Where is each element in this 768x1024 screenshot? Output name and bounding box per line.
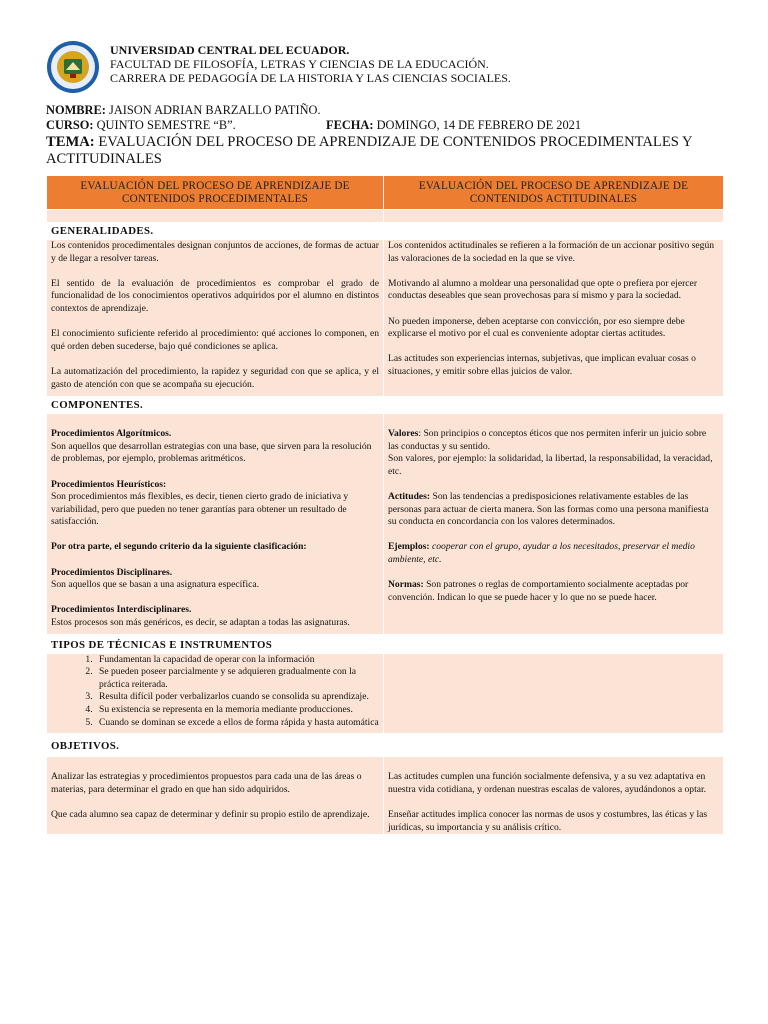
evaluation-table bbox=[46, 175, 724, 835]
document-header bbox=[46, 40, 726, 96]
topic-row bbox=[46, 134, 726, 168]
objetivos-title-row bbox=[47, 734, 724, 757]
list-item: 5. Cuando se dominan se excede a ellos de forma rápida y hasta automática bbox=[95, 717, 379, 730]
list-item: 1. Fundamentan la capacidad de operar con la información bbox=[95, 654, 379, 667]
name-value: JAISON ADRIAN BARZALLO PATIÑO. bbox=[109, 103, 321, 117]
generalidades-row bbox=[47, 240, 724, 397]
col-header-actitudinales: EVALUACIÓN DEL PROCESO DE APRENDIZAJE DE CONTENIDOS ACTITUDINALES bbox=[384, 176, 724, 210]
generalidades-procedimentales: Los contenidos procedimentales designan conjuntos de acciones, de formas de actuar y de llegar a resolver tareas. El sentido de la evaluación de procedimientos es comprobar el grado de funcionalidad de los conocimientos operativos adquiridos por el alumno en distintos contextos de aprendizaje. El conocimiento suficiente referido al procedimiento: qué acciones lo componen, en qué orden deben sucederse, bajo qué condiciones se aplica. La automatización del procedimiento, la rapidez y seguridad con que se aplica, y el gasto de atención con que se acompaña su ejecución. bbox=[47, 240, 384, 397]
list-item: 2. Se pueden poseer parcialmente y se adquieren gradualmente con la práctica reiterada. bbox=[95, 666, 379, 691]
date-label: FECHA: bbox=[326, 118, 374, 132]
faculty-name: FACULTAD DE FILOSOFÍA, LETRAS Y CIENCIAS DE LA EDUCACIÓN. bbox=[110, 57, 489, 71]
componentes-actitudinales: Valores: Son principios o conceptos éticos que nos permiten inferir un juicio sobre las conductas y su sentido. Son valores, por ejemplo: la solidaridad, la libertad, la responsabilidad, la veracidad, etc. Actitudes: Son las tendencias a predisposiciones relativamente estables de las personas para actuar de cierta manera. Son las formas como una persona manifiesta su conducta en concordancia con los valores determinados. Ejemplos: cooperar con el grupo, ayudar a los necesitados, preservar el medio ambiente, etc. Normas: Son patrones o reglas de comportamiento socialmente aceptadas por convención. Indican lo que se puede hacer y lo que no se puede hacer. bbox=[384, 414, 724, 635]
course-label: CURSO: bbox=[46, 118, 94, 132]
section-title-generalidades: GENERALIDADES. bbox=[47, 223, 724, 240]
section-title-componentes: COMPONENTES. bbox=[47, 397, 724, 414]
tecnicas-title-row bbox=[47, 634, 724, 653]
componentes-procedimentales: Procedimientos Algorítmicos. Son aquellos que desarrollan estrategias con una base, que sirven para la resolución de problemas, por ejemplo, problemas aritméticos. Procedimientos Heurísticos: Son procedimientos más flexibles, es decir, tienen cierto grado de iniciativa y variabilidad, pero que pueden no tener garantías para obtener un resultado de satisfacción. Por otra parte, el segundo criterio da la siguiente clasificación: Procedimientos Disciplinares. Son aquellos que se basan a una asignatura específica. Procedimientos Interdisciplinares. Estos procesos son más genéricos, es decir, se adaptan a todas las asignaturas. bbox=[47, 414, 384, 635]
name-label: NOMBRE: bbox=[46, 103, 106, 117]
course-row bbox=[46, 118, 726, 133]
course-value: QUINTO SEMESTRE “B”. bbox=[96, 118, 236, 132]
objetivos-procedimentales: Analizar las estrategias y procedimientos propuestos para cada una de las áreas o materias, para determinar el grado en que han sido adquiridos. Que cada alumno sea capaz de determinar y definir su propio estilo de aprendizaje. bbox=[47, 757, 384, 835]
student-info bbox=[46, 103, 726, 168]
objetivos-actitudinales: Las actitudes cumplen una función socialmente defensiva, y a su vez adaptativa en nuestra vida cotidiana, y ordenan nuestras escalas de valores, ayudándonos a optar. Enseñar actitudes implica conocer las normas de usos y costumbres, las éticas y las jurídicas, su importancia y su análisis crítico. bbox=[384, 757, 724, 835]
date-value: DOMINGO, 14 DE FEBRERO DE 2021 bbox=[376, 118, 582, 132]
tecnicas-procedimentales bbox=[47, 653, 384, 734]
list-item: 4. Su existencia se representa en la memoria mediante producciones. bbox=[95, 704, 379, 717]
table-header-row bbox=[47, 176, 724, 210]
name-row bbox=[46, 103, 726, 118]
col-header-procedimentales: EVALUACIÓN DEL PROCESO DE APRENDIZAJE DE CONTENIDOS PROCEDIMENTALES bbox=[47, 176, 384, 210]
date-block bbox=[326, 118, 581, 133]
university-logo bbox=[46, 40, 100, 94]
section-title-tecnicas: TIPOS DE TÉCNICAS E INSTRUMENTOS bbox=[47, 634, 724, 653]
topic-label: TEMA: bbox=[46, 134, 95, 150]
institution-block bbox=[110, 43, 511, 85]
topic-value: EVALUACIÓN DEL PROCESO DE APRENDIZAJE DE CONTENIDOS PROCEDIMENTALES Y ACTITUDINALES bbox=[46, 134, 692, 167]
tecnicas-actitudinales bbox=[384, 653, 724, 734]
spacer-row bbox=[47, 210, 724, 223]
componentes-title-row bbox=[47, 397, 724, 414]
section-title-objetivos: OBJETIVOS. bbox=[47, 734, 724, 757]
career-name: CARRERA DE PEDAGOGÍA DE LA HISTORIA Y LAS CIENCIAS SOCIALES. bbox=[110, 71, 511, 85]
university-name: UNIVERSIDAD CENTRAL DEL ECUADOR. bbox=[110, 43, 350, 57]
list-item: 3. Resulta difícil poder verbalizarlos cuando se consolida su aprendizaje. bbox=[95, 691, 379, 704]
generalidades-actitudinales: Los contenidos actitudinales se refieren a la formación de un accionar positivo según las valoraciones de la sociedad en la que se vive. Motivando al alumno a moldear una personalidad que opte o prefiera por ejercer conductas deseables que sean provechosas para sí mismo y para la sociedad. No pueden imponerse, deben aceptarse con convicción, por eso siempre debe explicarse el motivo por el cual es conveniente adoptar ciertas actitudes. Las actitudes son experiencias internas, subjetivas, que implican evaluar cosas o situaciones, y emitir sobre ellas juicios de valor. bbox=[384, 240, 724, 397]
objetivos-row bbox=[47, 757, 724, 835]
generalidades-title-row bbox=[47, 223, 724, 240]
tecnicas-list bbox=[51, 654, 379, 730]
tecnicas-row bbox=[47, 653, 724, 734]
componentes-row bbox=[47, 414, 724, 635]
